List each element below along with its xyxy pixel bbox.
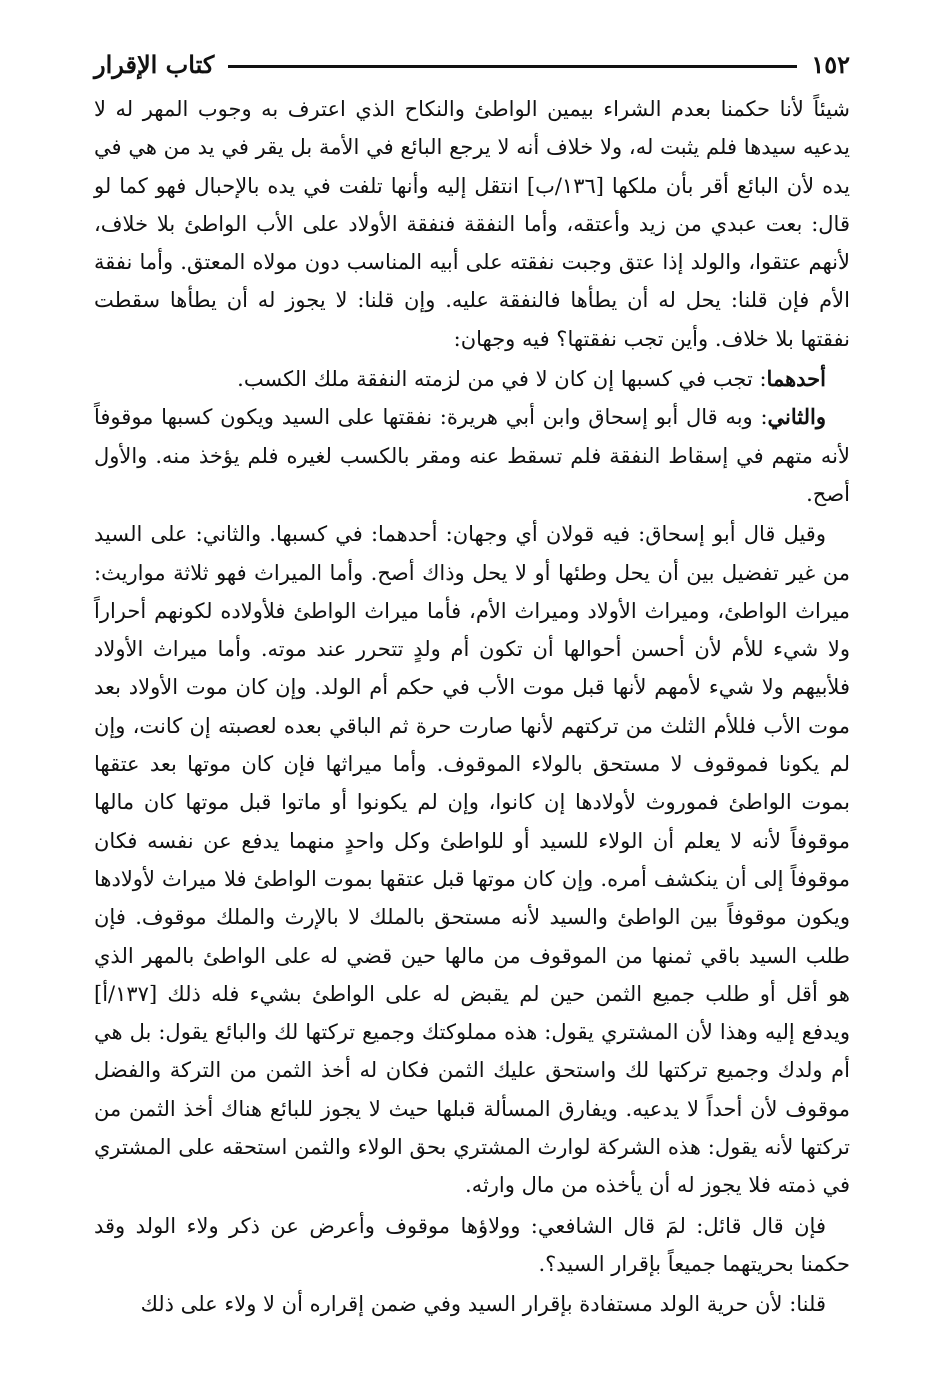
- paragraph-lead: أحدهما: [766, 366, 826, 392]
- paragraph-text: وقيل قال أبو إسحاق: فيه قولان أي وجهان: أحدهما: في كسبها. والثاني: على السيد من غير تفضيل بين أن يحل وطئها أو لا يحل وذاك أصح. وأما الميراث فهو ثلاثة مواريث: ميراث الواطئ، وميراث الأولاد وميراث الأم، فأما ميراث الواطئ فلأولاده لكونهم أحراراً ولا شيء للأم لأن أحسن أحوالها أن تكون أم ولدٍ تتحرر عند موته. وأما ميراث الأولاد فلأبيهم ولا شيء لأمهم لأنها قبل موت الأب في حكم أم الولد. وإن كان موت الأولاد بعد موت الأب فللأم الثلث من تركتهم لأنها صارت حرة ثم الباقي بعده لعصبته إن كانت، وإن لم يكونا فموقوف لا مستحق بالولاء الموقوف. وأما ميراثها فإن كان موتها بعد عتقها بموت الواطئ فموروث لأولادها إن كانوا، وإن لم يكونوا أو ماتوا قبل موتها كان مالها موقوفاً لأنه لا يعلم أن الولاء للسيد أو للواطئ وكل واحدٍ منهما يدفع عن نفسه فكان موقوفاً إلى أن ينكشف أمره. وإن كان موتها قبل عتقها بموت الواطئ فلا ميراث لأولادها ويكون موقوفاً بين الواطئ والسيد لأنه مستحق بالملك لا بالإرث والملك موقوف. فإن طلب السيد باقي ثمنها من الموقوف من مالها حين قضي له على الواطئ بالمهر الذي هو أقل أو طلب جميع الثمن حين لم يقبض له على الواطئ بشيء فله ذلك [١٣٧/أ] ويدفع إليه وهذا لأن المشتري يقول: هذه مملوكتك وجميع تركتها لك والبائع يقول: بل هي أم ولدك وجميع تركتها لك واستحق عليك الثمن فكان له أخذ الثمن من التركة والفضل موقوف لأن أحداً لا يدعيه. ويفارق المسألة قبلها حيث لا يجوز للبائع هناك أخذ الثمن من تركتها لأنه يقول: هذه الشركة لوارث المشتري بحق الولاء والثمن استحقه على المشتري في ذمته فلا يجوز له أن يأخذه من مال وارثه.: [94, 522, 850, 1198]
- paragraph-3: [94, 398, 850, 513]
- paragraph-lead: والثاني: [767, 404, 826, 430]
- header-rule: [228, 65, 797, 68]
- paragraph-text: قلنا: لأن حرية الولد مستفادة بإقرار السيد وفي ضمن إقراره أن لا ولاء على ذلك: [140, 1292, 826, 1317]
- paragraph-text: فإن قال قائل: لمَ قال الشافعي: وولاؤها موقوف وأعرض عن ذكر ولاء الولد وقد حكمنا بحريتهما جميعاً بإقرار السيد؟.: [94, 1213, 850, 1276]
- paragraph-6: [94, 1285, 850, 1323]
- page-number: ١٥٢: [811, 49, 850, 79]
- page-header: [94, 44, 850, 84]
- paragraph-text: : وبه قال أبو إسحاق وابن أبي هريرة: نفقتها على السيد ويكون كسبها موقوفاً لأنه متهم في إسقاط النفقة فلم تسقط عنه ومقر بالكسب لغيره فلم يؤخذ منه. والأول أصح.: [94, 405, 850, 506]
- paragraph-2: [94, 360, 850, 398]
- paragraph-4: [94, 515, 850, 1204]
- paragraph-1: [94, 90, 850, 358]
- paragraph-text: : تجب في كسبها إن كان لا في من لزمته النفقة ملك الكسب.: [237, 367, 767, 392]
- book-title: كتاب الإقرار: [94, 49, 215, 79]
- paragraph-text: شيئاً لأنا حكمنا بعدم الشراء بيمين الواطئ والنكاح الذي اعترف به وجوب المهر له لا يدعيه سيدها فلم يثبت له، ولا خلاف أنه لا يرجع البائع في الأمة بل يقر في يد من هي في يده لأن البائع أقر بأن ملكها [١٣٦/ب] انتقل إليه وأنها تلفت في يده بالإحبال فهو كما لو قال: بعت عبدي من زيد وأعتقه، وأما النفقة فنفقة الأولاد على الأب الواطئ بلا خلاف، لأنهم عتقوا، والولد إذا عتق وجبت نفقته على أبيه المناسب دون مولاه المعتق. وأما نفقة الأم فإن قلنا: يحل له أن يطأها فالنفقة عليه. وإن قلنا: لا يجوز له أن يطأها سقطت نفقتها بلا خلاف. وأين تجب نفقتها؟ فيه وجهان:: [94, 97, 850, 351]
- page-body: [94, 90, 850, 1324]
- paragraph-5: [94, 1207, 850, 1284]
